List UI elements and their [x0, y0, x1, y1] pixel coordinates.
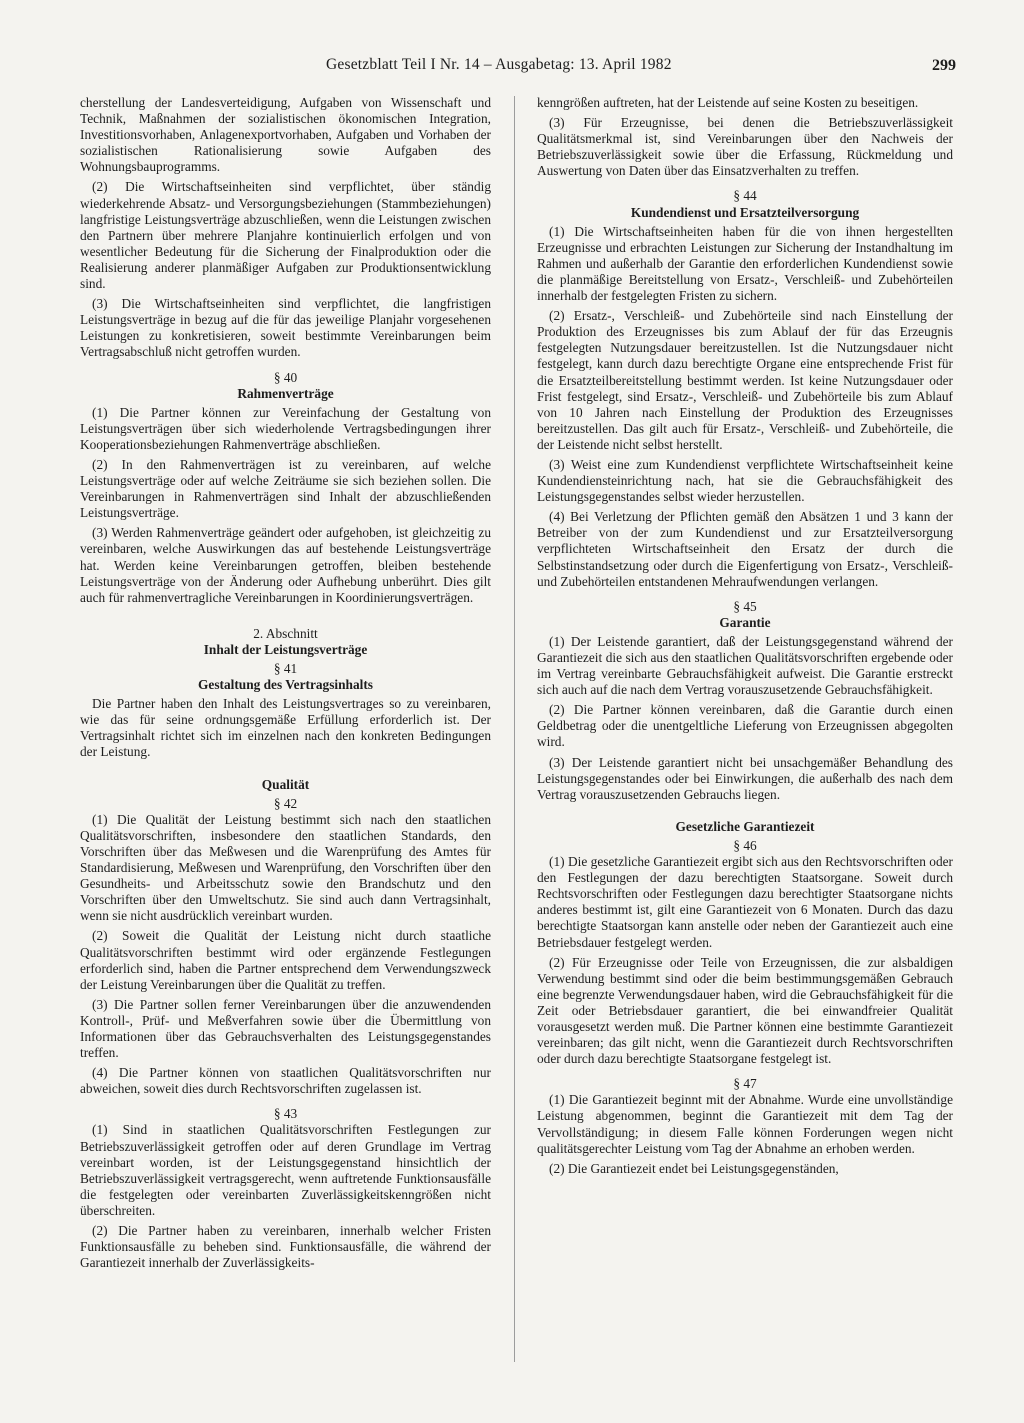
paragraph: (2) Die Partner haben zu vereinbaren, innerhalb welcher Fristen Funktionsausfälle zu beheben sind. Funktionsausfälle, die während der Garantiezeit innerhalb der Zuverlässigkeits- [80, 1223, 491, 1271]
paragraph: (1) Die Wirtschaftseinheiten haben für die von ihnen hergestellten Erzeugnisse und erbrachten Leistungen zur Sicherung der Instandhaltung im Rahmen und außerhalb der Garantie den erforderlichen Kundendienst sowie die planmäßige Bereitstellung von Ersatz-, Verschleiß- und Zubehörteilen innerhalb der festgelegten Fristen zu sichern. [537, 223, 953, 304]
section-number: § 46 [733, 837, 757, 853]
paragraph: (1) Die gesetzliche Garantiezeit ergibt sich aus den Rechtsvorschriften oder den Festlegungen der dazu berechtigten Staatsorgane. Soweit durch Rechtsvorschriften oder Festlegungen dazu berechtigter Staatsorgane nichts anderes bestimmt ist, gilt eine Garantiezeit von 6 Monaten. Durch das dazu berechtigte Staatsorgan kann anstelle oder neben der Garantiezeit auch eine Betriebsdauer festgelegt werden. [537, 854, 953, 950]
paragraph: (4) Bei Verletzung der Pflichten gemäß den Absätzen 1 und 3 kann der Betreiber von der zum Kundendienst und zur Ersatzteilversorgung verpflichteten Wirtschaftseinheit den Ersatz der durch die Selbstinstandsetzung oder durch die Eigenfertigung von Ersatz-, Verschleiß- und Zubehörteilen entstandenen Mehraufwendungen verlangen. [537, 509, 953, 589]
section-number: § 41 [273, 661, 298, 676]
section-number: § 45 [733, 598, 757, 614]
paragraph: (3) Die Partner sollen ferner Vereinbarungen über die anzuwendenden Kontroll-, Prüf- und Meßverfahren sowie über die Übermittlung von Informationen über das Gebrauchsverhalten des Leistungsgegenstandes treffen. [80, 996, 491, 1061]
paragraph: (3) Weist eine zum Kundendienst verpflichtete Wirtschaftseinheit keine Kundendiensteinrichtung nach, hat sie die Gebrauchsfähigkeit des Leistungsgegenstandes selbst wieder herzustellen. [537, 456, 953, 505]
section-title: Rahmenverträge [237, 385, 334, 401]
left-column [80, 95, 491, 1275]
column-divider [514, 96, 515, 1362]
paragraph: (3) Die Wirtschaftseinheiten sind verpflichtet, die langfristigen Leistungsverträge in bezug auf die für das jeweilige Planjahr vorgesehenen Leistungen zu konkretisieren, soweit bestimmte Vereinbarungen beim Vertragsabschluß nicht getroffen wurden. [80, 296, 491, 360]
paragraph: Die Partner haben den Inhalt des Leistungsvertrages so zu vereinbaren, wie das für seine ordnungsgemäße Erfüllung erforderlich ist. Der Vertragsinhalt richtet sich im einzelnen nach den konkreten Bedingungen der Leistung. [80, 696, 491, 760]
paragraph: (1) Sind in staatlichen Qualitätsvorschriften Festlegungen zur Betriebszuverlässigkeit getroffen oder auf deren Grundlage im Vertrag vereinbart worden, ist der Leistungsgegenstand hinsichtlich der Betriebszuverlässigkeit vertragsgerecht, wenn auftretende Funktionsausfälle die festgelegten oder vereinbarten Zuverlässigkeitskenngrößen nicht überschreiten. [80, 1122, 491, 1218]
subheading: Gesetzliche Garantiezeit [675, 818, 815, 834]
section-number: § 42 [273, 795, 298, 811]
paragraph: (2) Die Garantiezeit endet bei Leistungsgegenständen, [549, 1160, 839, 1176]
section-title: Gestaltung des Vertragsinhalts [198, 677, 373, 693]
paragraph: kenngrößen auftreten, hat der Leistende auf seine Kosten zu beseitigen. [537, 95, 919, 110]
subheading: Qualität [261, 776, 310, 792]
paragraph: (2) Soweit die Qualität der Leistung nicht durch staatliche Qualitätsvorschriften bestimmt wird oder ergänzende Festlegungen erforderlich sind, haben die Partner entsprechend dem Verwendungszweck der Leistung Vereinbarungen über die Qualität zu treffen. [80, 928, 491, 992]
section-number: § 40 [273, 369, 298, 385]
page-header [300, 56, 958, 78]
right-column [537, 95, 953, 1181]
paragraph: (2) In den Rahmenverträgen ist zu vereinbaren, auf welche Leistungsverträge oder auf welche Zeiträume sie sich beziehen sollen. Die Vereinbarungen in Rahmenverträgen sind Inhalt der abzuschließenden Leistungsverträge. [80, 456, 491, 521]
paragraph: (2) Für Erzeugnisse oder Teile von Erzeugnissen, die zur alsbaldigen Verwendung bestimmt sind oder die beim bestimmungsgemäßen Gebrauch eine begrenzte Verwendungsdauer haben, wird die Gebrauchsfähigkeit für die Zeit oder Betriebsdauer garantiert, die bei einwandfreier Qualität vorausgesetzt werden muß. Die Partner können eine bestimmte Garantiezeit vereinbaren; das gilt nicht, wenn die Garantiezeit durch Rechtsvorschriften oder durch dazu berechtigte Staatsorgane festgelegt ist. [537, 954, 953, 1067]
section-number: § 44 [733, 188, 757, 204]
running-title: Gesetzblatt Teil I Nr. 14 – Ausgabetag: 13. April 1982 [326, 56, 672, 73]
paragraph: cherstellung der Landesverteidigung, Aufgaben von Wissenschaft und Technik, Maßnahmen der sozialistischen ökonomischen Integration, Investitionsvorhaben, Anlagenexportvorhaben, Aufgaben und Vorhaben der sozialistischen Rationalisierung sowie Aufgaben des Wohnungsbauprogramms. [80, 95, 491, 175]
paragraph: (1) Die Garantiezeit beginnt mit der Abnahme. Wurde eine unvollständige Leistung abgenommen, beginnt die Garantiezeit mit dem Tag der Vervollständigung; in diesem Falle können Forderungen wegen nicht qualitätsgerechter Leistung vom Tag der Abnahme an erhoben werden. [537, 1092, 953, 1156]
paragraph: (2) Die Wirtschaftseinheiten sind verpflichtet, über ständig wiederkehrende Absatz- und Versorgungsbeziehungen (Stammbeziehungen) langfristige Leistungsverträge abzuschließen, wenn die Leistungen zwischen den Partnern über mehrere Planjahre kontinuierlich erfolgen und von wesentlicher Bedeutung für die Sicherung der Finalproduktion oder die Realisierung anderer planmäßiger Aufgaben zur Produktionsentwicklung sind. [80, 179, 491, 292]
section-number: § 47 [733, 1076, 757, 1092]
paragraph: (1) Die Qualität der Leistung bestimmt sich nach den staatlichen Qualitätsvorschriften, insbesondere den staatlichen Standards, den Vorschriften über das Meßwesen und die Warenprüfung des Amtes für Standardisierung, Meßwesen und Warenprüfung, den Vorschriften über den Gesundheits- und Arbeitsschutz sowie den Brandschutz und den Vorschriften über den Umweltschutz. Sie sind auch dann Vertragsinhalt, wenn sie nicht ausdrücklich vereinbart wurden. [80, 811, 491, 924]
section-title: Garantie [719, 614, 771, 630]
paragraph: (2) Ersatz-, Verschleiß- und Zubehörteile sind nach Einstellung der Produktion des Erzeugnisses bis zum Ablauf der für das Erzeugnis festgelegten Nutzungsdauer bereitzustellen. Ist die Nutzungsdauer nicht festgelegt, kann durch dazu berechtigte Organe eine entsprechende Frist für die Ersatzteilbereitstellung bestimmt werden. Ist keine Nutzungsdauer oder Frist festgelegt, sind Ersatz-, Verschleiß- und Zubehörteile bis zum Ablauf von 10 Jahren nach Einstellung der Produktion des Erzeugnisses bereitzustellen. Das gilt auch für Ersatz-, Verschleiß- und Zubehörteile, die der Leistende nicht selbst herstellt. [537, 308, 953, 452]
paragraph: (2) Die Partner können vereinbaren, daß die Garantie durch einen Geldbetrag oder die unentgeltliche Lieferung von Erzeugnissen abgegolten wird. [537, 702, 953, 750]
paragraph: (3) Für Erzeugnisse, bei denen die Betriebszuverlässigkeit Qualitätsmerkmal ist, sind Vereinbarungen über den Nachweis der Betriebszuverlässigkeit sowie über die Erfassung, Rückmeldung und Auswertung von Daten über das Einsatzverhalten zu treffen. [537, 115, 953, 179]
chapter-number: 2. Abschnitt [253, 625, 318, 641]
section-number: § 43 [273, 1106, 298, 1122]
paragraph: (1) Der Leistende garantiert, daß der Leistungsgegenstand während der Garantiezeit die sich aus den staatlichen Qualitätsvorschriften ergebende oder im Vertrag vereinbarte Gebrauchsfähigkeit aufweist. Die Garantie erstreckt sich auch auf die nach dem Vertrag vorauszusetzende Gebrauchsfähigkeit. [537, 633, 953, 698]
paragraph: (4) Die Partner können von staatlichen Qualitätsvorschriften nur abweichen, soweit dies durch Rechtsvorschriften zugelassen ist. [80, 1065, 491, 1097]
chapter-title: Inhalt der Leistungsverträge [203, 641, 368, 657]
section-title: Kundendienst und Ersatzteilversorgung [630, 204, 860, 220]
paragraph: (1) Die Partner können zur Vereinfachung der Gestaltung von Leistungsverträgen über sich wiederholende Vertragsbedingungen ihrer Kooperationsbeziehungen Rahmenverträge abschließen. [80, 404, 491, 452]
paragraph: (3) Werden Rahmenverträge geändert oder aufgehoben, ist gleichzeitig zu vereinbaren, welche Auswirkungen das auf bestehende Leistungsverträge hat. Werden keine Vereinbarungen getroffen, bleiben bestehende Leistungsverträge von der Änderung oder Aufhebung unberührt. Dies gilt auch für rahmenvertragliche Vereinbarungen in Koordinierungsverträgen. [80, 525, 491, 605]
paragraph: (3) Der Leistende garantiert nicht bei unsachgemäßer Behandlung des Leistungsgegenstandes oder bei Einwirkungen, die außerhalb des nach dem Vertrag vorauszusetzenden Gebrauchs liegen. [537, 754, 953, 802]
page-number: 299 [932, 57, 956, 74]
